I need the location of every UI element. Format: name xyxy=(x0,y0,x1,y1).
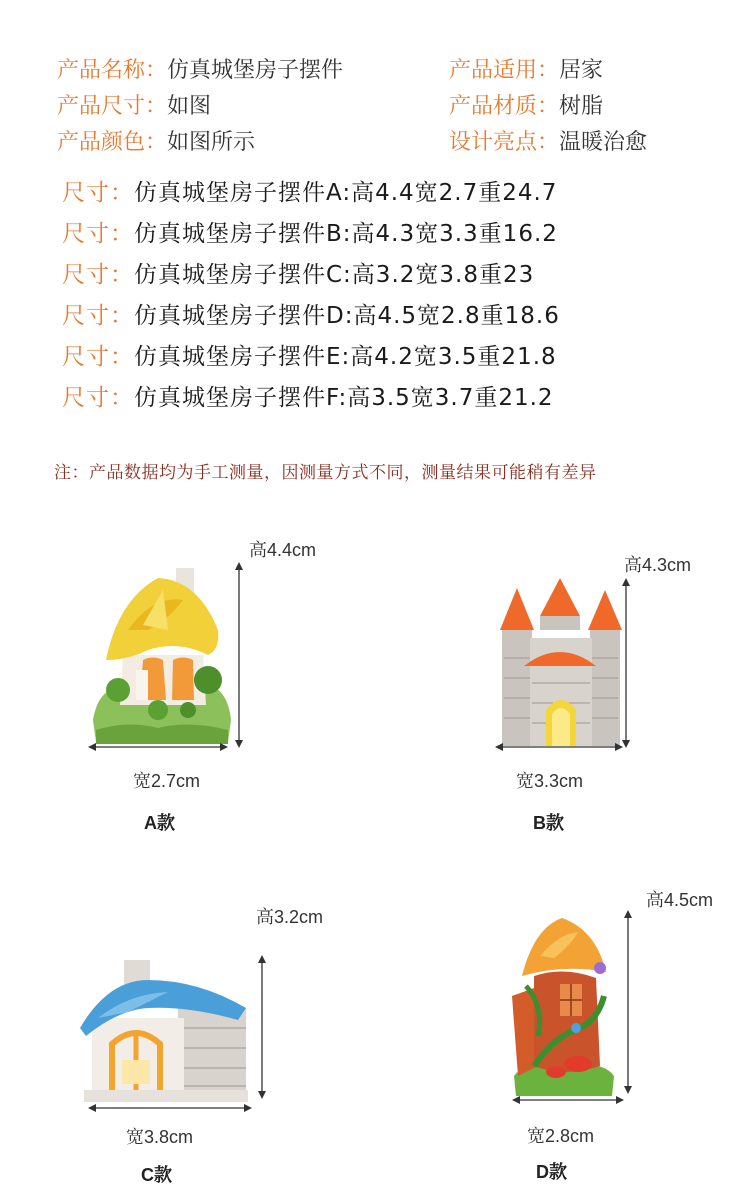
spec-item-name xyxy=(57,56,343,86)
spec-value: 如图 xyxy=(167,94,212,119)
spec-item-color xyxy=(57,128,255,158)
spec-value: 居家 xyxy=(559,58,604,83)
height-label: 高4.3cm xyxy=(624,555,692,575)
size-row xyxy=(62,301,560,342)
spec-item-usage xyxy=(449,56,603,86)
size-row xyxy=(62,342,560,383)
spec-label: 产品颜色： xyxy=(57,130,168,155)
size-row xyxy=(62,260,560,301)
width-label: 宽2.7cm xyxy=(133,771,201,791)
spec-label: 产品尺寸： xyxy=(57,94,168,119)
model-name: B款 xyxy=(533,813,564,833)
spec-value: 仿真城堡房子摆件 xyxy=(167,58,344,83)
spec-item-material xyxy=(449,92,603,122)
size-label: 尺寸： xyxy=(62,180,134,206)
size-label: 尺寸： xyxy=(62,221,134,247)
model-name: D款 xyxy=(536,1162,567,1182)
height-arrow xyxy=(620,578,632,748)
size-label: 尺寸： xyxy=(62,385,134,411)
width-label: 宽3.8cm xyxy=(126,1127,194,1147)
model-name: A款 xyxy=(144,813,175,833)
spec-value: 树脂 xyxy=(559,94,604,119)
height-arrow xyxy=(256,955,268,1099)
castle-b-image xyxy=(496,578,624,750)
spec-value: 如图所示 xyxy=(167,130,256,155)
model-name: C款 xyxy=(141,1165,172,1185)
spec-label: 产品适用： xyxy=(449,58,560,83)
height-label: 高3.2cm xyxy=(256,907,324,927)
width-label: 宽2.8cm xyxy=(527,1126,595,1146)
castle-a-image xyxy=(88,560,238,750)
spec-label: 产品名称： xyxy=(57,58,168,83)
size-value: 仿真城堡房子摆件C:高3.2宽3.8重23 xyxy=(134,262,535,288)
spec-item-size xyxy=(57,92,211,122)
size-value: 仿真城堡房子摆件E:高4.2宽3.5重21.8 xyxy=(134,344,557,370)
spec-label: 产品材质： xyxy=(449,94,560,119)
size-value: 仿真城堡房子摆件A:高4.4宽2.7重24.7 xyxy=(134,180,558,206)
height-arrow xyxy=(622,910,634,1094)
spec-item-highlight xyxy=(449,128,647,158)
size-list xyxy=(62,178,560,424)
height-arrow xyxy=(233,562,245,748)
spec-value: 温暖治愈 xyxy=(559,130,648,155)
size-label: 尺寸： xyxy=(62,262,134,288)
size-label: 尺寸： xyxy=(62,344,134,370)
width-arrow xyxy=(88,1102,252,1114)
castle-c-image xyxy=(78,958,250,1104)
size-value: 仿真城堡房子摆件F:高3.5宽3.7重21.2 xyxy=(134,385,554,411)
width-label: 宽3.3cm xyxy=(516,771,584,791)
width-arrow xyxy=(88,741,228,753)
size-row xyxy=(62,219,560,260)
height-label: 高4.5cm xyxy=(646,890,714,910)
width-arrow xyxy=(512,1094,624,1106)
size-value: 仿真城堡房子摆件D:高4.5宽2.8重18.6 xyxy=(134,303,560,329)
measurement-note: 注：产品数据均为手工测量，因测量方式不同，测量结果可能稍有差异 xyxy=(54,463,597,483)
size-value: 仿真城堡房子摆件B:高4.3宽3.3重16.2 xyxy=(134,221,558,247)
size-row xyxy=(62,178,560,219)
width-arrow xyxy=(495,741,623,753)
spec-label: 设计亮点： xyxy=(449,130,560,155)
height-label: 高4.4cm xyxy=(249,540,317,560)
size-label: 尺寸： xyxy=(62,303,134,329)
castle-d-image xyxy=(504,916,624,1098)
size-row xyxy=(62,383,560,424)
